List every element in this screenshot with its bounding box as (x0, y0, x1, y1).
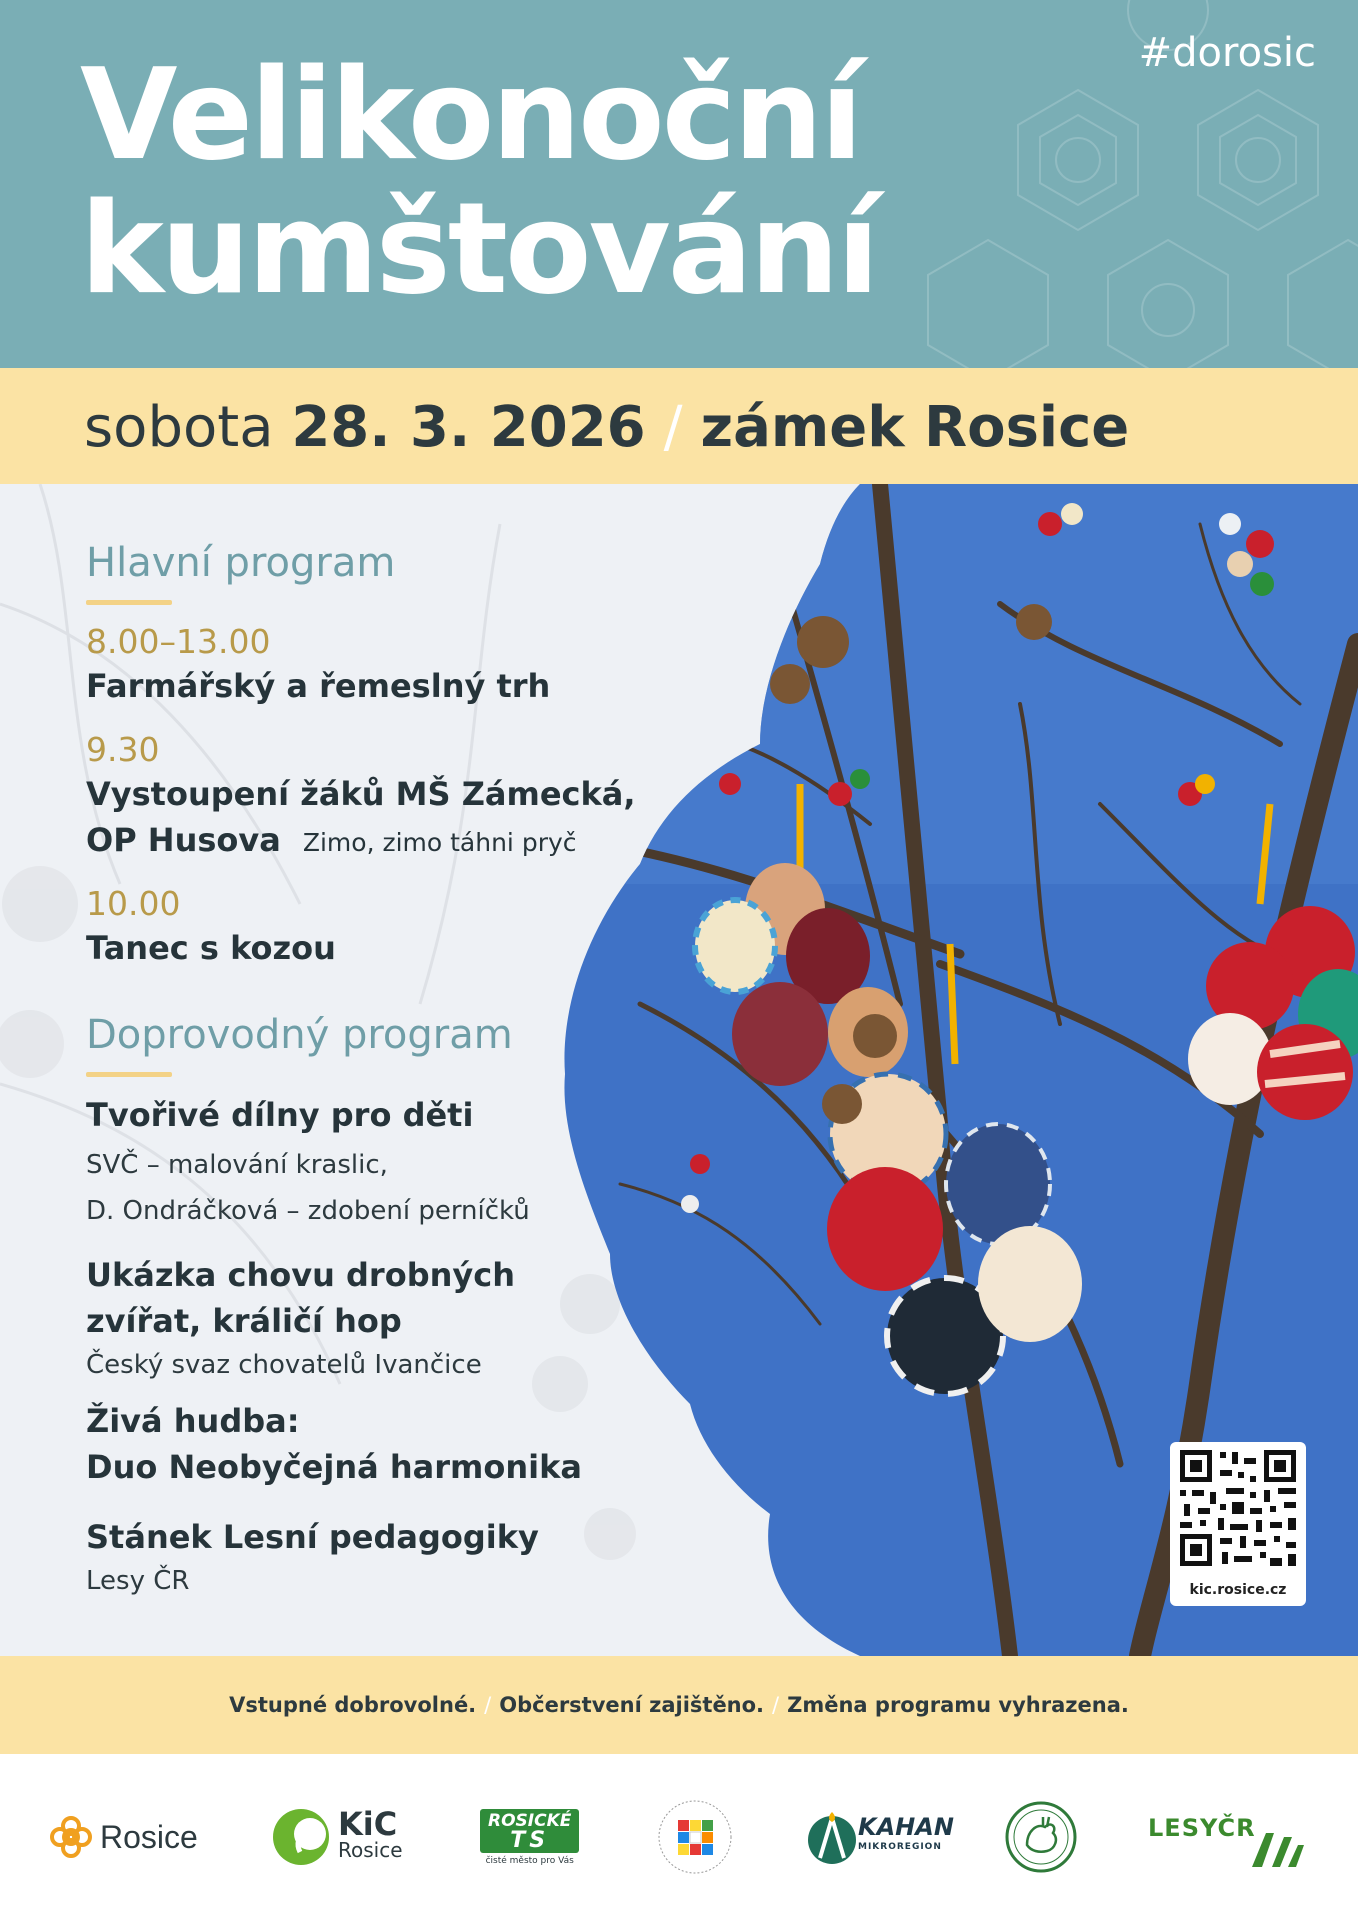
side-program-title: Tvořivé dílny pro děti (86, 1096, 474, 1134)
footer-note: Vstupné dobrovolné. (229, 1693, 477, 1717)
rosice-logo-text: Rosice (100, 1818, 198, 1855)
qr-code-card[interactable] (1170, 1442, 1306, 1606)
hashtag: #dorosic (1138, 30, 1316, 76)
kic-logo-sub: Rosice (338, 1838, 403, 1862)
date-venue-line (84, 395, 1130, 460)
event-title (80, 41, 877, 322)
side-program-item (86, 1092, 530, 1234)
program-time: 9.30 (86, 730, 160, 769)
breeders-union-logo[interactable] (1003, 1754, 1079, 1920)
qr-url[interactable]: kic.rosice.cz (1189, 1582, 1287, 1598)
rosicke-ts-tagline: čisté město pro Vás (485, 1855, 574, 1866)
rooster-rabbit-emblem-icon (1003, 1799, 1079, 1875)
footer-separator: / (484, 1693, 492, 1717)
main-program-heading-block (86, 540, 395, 605)
rosicke-ts-logo-body (480, 1809, 579, 1866)
side-program-item (86, 1398, 582, 1490)
rosice-logo[interactable] (50, 1754, 198, 1920)
kic-logo-main: KiC (338, 1805, 398, 1843)
program-title: Farmářský a řemeslný trh (86, 667, 551, 705)
kahan-logo[interactable] (806, 1754, 954, 1920)
program-section (0, 484, 1358, 1656)
footer-note: Občerstvení zajištěno. (499, 1693, 765, 1717)
kahan-lamp-icon (806, 1808, 856, 1866)
kahan-logo-main: KAHAN (858, 1813, 954, 1841)
rosicke-ts-sub: TS (510, 1827, 550, 1853)
program-title-text: OP Husova (86, 821, 281, 859)
title-line-1: Velikonoční (80, 41, 861, 188)
date-band (0, 368, 1358, 484)
partner-logos (0, 1754, 1358, 1920)
event-date: 28. 3. 2026 (291, 395, 646, 460)
kic-logo[interactable] (270, 1754, 403, 1920)
lesy-cr-logo-text: LESYČR (1148, 1814, 1256, 1842)
kic-logo-text (338, 1805, 403, 1863)
side-program-heading-block (86, 1012, 513, 1077)
footer-note: Změna programu vyhrazena. (787, 1693, 1129, 1717)
rosicke-ts-badge (480, 1809, 579, 1853)
kic-leaf-icon (270, 1806, 332, 1868)
side-program-title: Stánek Lesní pedagogiky (86, 1518, 539, 1556)
header-banner (0, 0, 1358, 368)
heading-accent-line (86, 600, 172, 605)
side-program-title: Ukázka chovu drobných (86, 1256, 515, 1294)
footer-notes-line (0, 1656, 1358, 1754)
lesy-cr-tree-icon (1248, 1823, 1304, 1869)
side-program-heading: Doprovodný program (86, 1012, 513, 1058)
side-program-title-line-2: Duo Neobyčejná harmonika (86, 1448, 582, 1486)
program-item (86, 622, 550, 709)
side-program-item (86, 1252, 515, 1380)
program-note: Zimo, zimo táhni pryč (302, 828, 577, 857)
day-label: sobota (84, 395, 274, 460)
side-program-note: Lesy ČR (86, 1566, 190, 1596)
side-program-note: Český svaz chovatelů Ivančice (86, 1350, 482, 1380)
rubiko-logo[interactable] (656, 1754, 734, 1920)
kahan-logo-text (858, 1813, 954, 1857)
program-title-line-2 (86, 817, 636, 866)
lesy-cr-logo[interactable] (1148, 1754, 1304, 1920)
program-title: Vystoupení žáků MŠ Zámecká, (86, 775, 636, 813)
main-program-heading: Hlavní program (86, 540, 396, 586)
rosicke-ts-main: ROSICKÉ (488, 1810, 572, 1831)
side-program-item (86, 1514, 539, 1596)
program-item (86, 730, 636, 866)
side-program-note: SVČ – malování kraslic, (86, 1150, 388, 1180)
qr-code-icon (1170, 1442, 1306, 1582)
program-title: Tanec s kozou (86, 929, 336, 967)
footer-separator: / (772, 1693, 780, 1717)
title-line-2: kumštování (80, 175, 877, 322)
program-time: 10.00 (86, 884, 181, 923)
footer-notes-band (0, 1656, 1358, 1754)
kahan-logo-sub: MIKROREGION (858, 1842, 942, 1852)
program-time: 8.00–13.00 (86, 622, 271, 661)
side-program-title: Živá hudba: (86, 1402, 300, 1440)
rosice-flower-icon (50, 1816, 92, 1858)
rubiks-cube-icon (656, 1798, 734, 1876)
rosicke-ts-logo[interactable] (480, 1754, 579, 1920)
side-program-note: D. Ondráčková – zdobení perníčků (86, 1196, 530, 1226)
side-program-title-line-2: zvířat, králičí hop (86, 1302, 402, 1340)
date-separator: / (663, 395, 683, 460)
heading-accent-line (86, 1072, 172, 1077)
program-item (86, 884, 336, 971)
event-venue: zámek Rosice (700, 395, 1130, 460)
